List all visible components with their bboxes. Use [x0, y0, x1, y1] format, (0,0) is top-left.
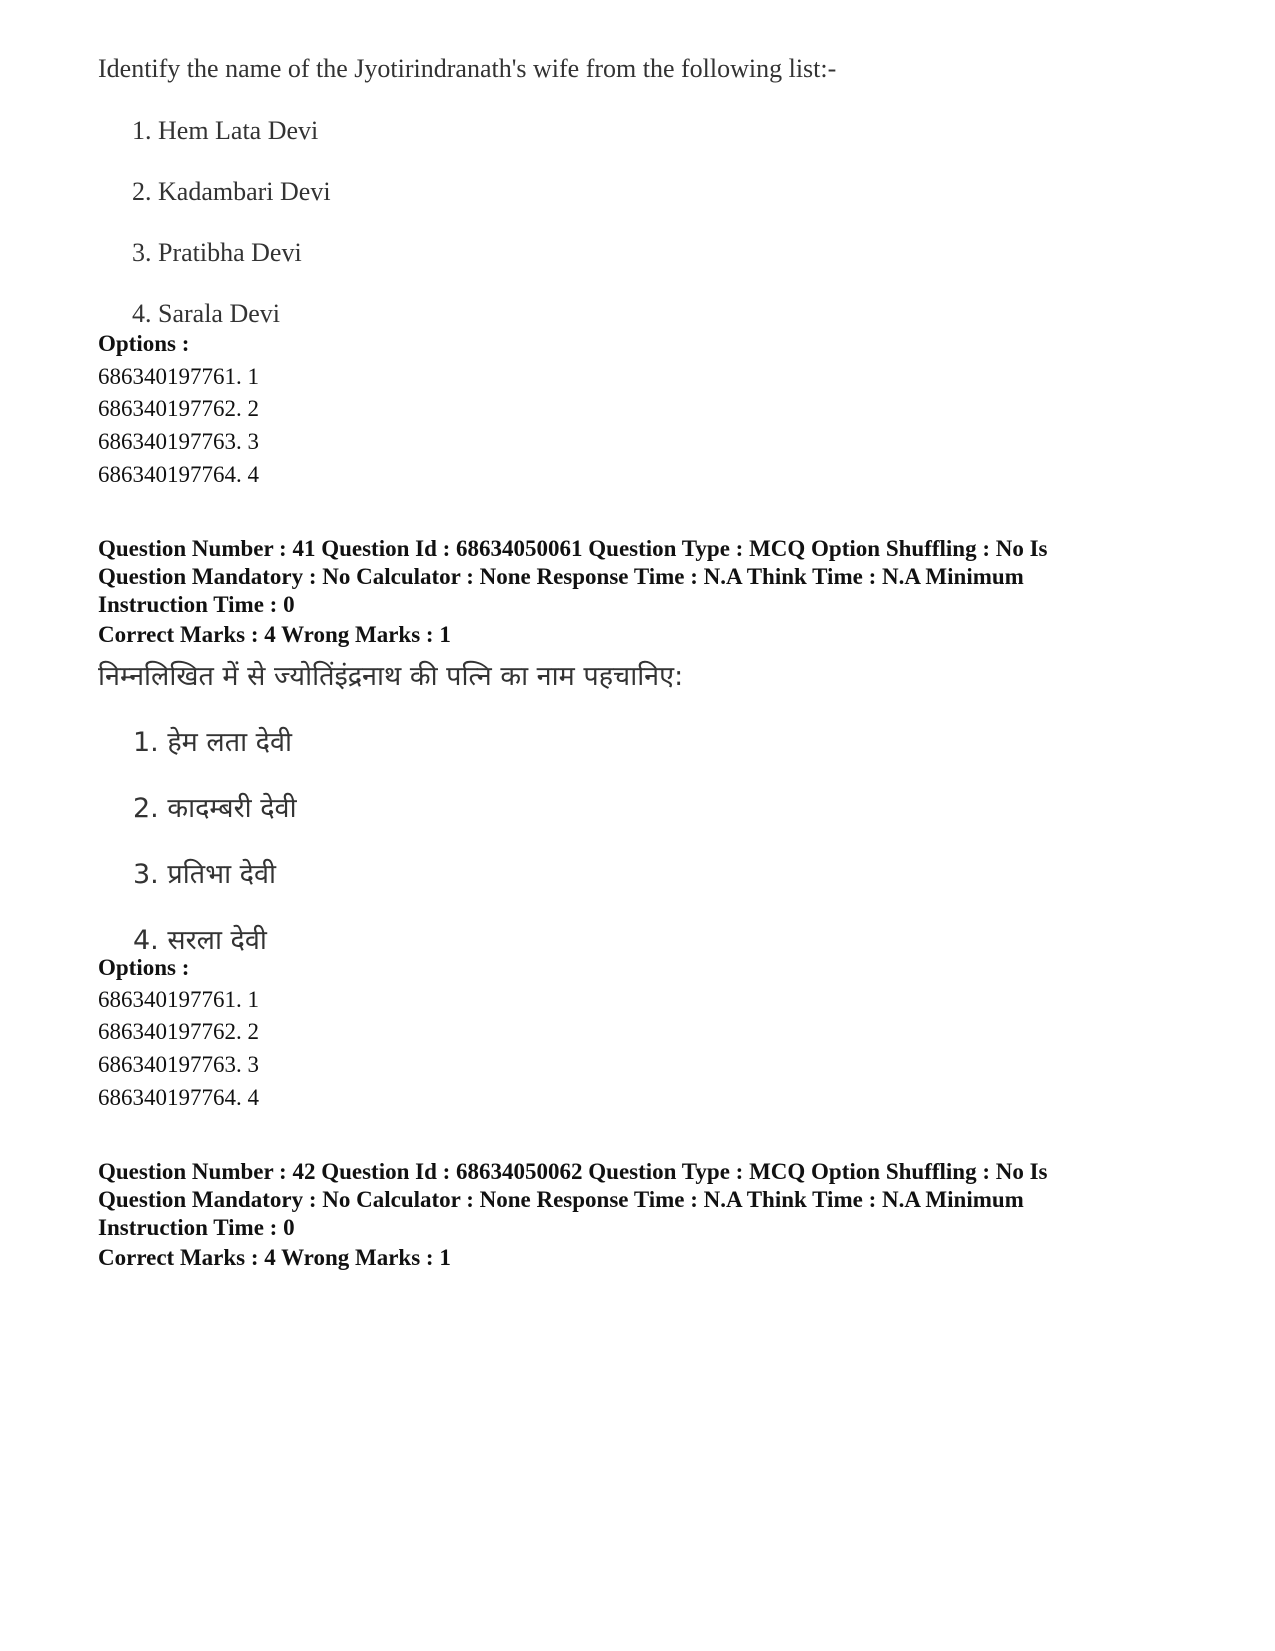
- list-item: 4. सरला देवी: [133, 925, 267, 956]
- meta-line: Instruction Time : 0: [98, 1215, 295, 1240]
- option-item: 686340197764. 4: [98, 1085, 259, 1110]
- marks-line: Correct Marks : 4 Wrong Marks : 1: [98, 1245, 451, 1270]
- question-text-hindi: निम्नलिखित में से ज्योतिंइंद्रनाथ की पत्नि का नाम पहचानिए:: [98, 661, 684, 692]
- question-meta: [98, 535, 1178, 619]
- marks-line: Correct Marks : 4 Wrong Marks : 1: [98, 622, 451, 647]
- meta-line: Instruction Time : 0: [98, 592, 295, 617]
- list-item: 2. Kadambari Devi: [132, 177, 331, 206]
- meta-line: Question Mandatory : No Calculator : None Response Time : N.A Think Time : N.A Minimum: [98, 564, 1024, 589]
- option-item: 686340197764. 4: [98, 462, 259, 487]
- question-meta: [98, 1158, 1178, 1242]
- option-item: 686340197762. 2: [98, 396, 259, 421]
- question-text: Identify the name of the Jyotirindranath's wife from the following list:-: [98, 54, 837, 83]
- meta-line: Question Number : 41 Question Id : 68634050061 Question Type : MCQ Option Shuffling : No Is: [98, 536, 1048, 561]
- options-label: Options :: [98, 331, 190, 356]
- option-item: 686340197762. 2: [98, 1019, 259, 1044]
- option-item: 686340197763. 3: [98, 429, 259, 454]
- list-item: 2. कादम्बरी देवी: [133, 793, 297, 824]
- list-item: 3. Pratibha Devi: [132, 238, 302, 267]
- meta-line: Question Mandatory : No Calculator : None Response Time : N.A Think Time : N.A Minimum: [98, 1187, 1024, 1212]
- list-item: 3. प्रतिभा देवी: [133, 859, 276, 890]
- option-item: 686340197761. 1: [98, 987, 259, 1012]
- option-item: 686340197763. 3: [98, 1052, 259, 1077]
- meta-line: Question Number : 42 Question Id : 68634050062 Question Type : MCQ Option Shuffling : No Is: [98, 1159, 1048, 1184]
- list-item: 1. हेम लता देवी: [133, 727, 293, 758]
- list-item: 1. Hem Lata Devi: [132, 116, 319, 145]
- list-item: 4. Sarala Devi: [132, 299, 281, 328]
- option-item: 686340197761. 1: [98, 364, 259, 389]
- options-label: Options :: [98, 955, 190, 980]
